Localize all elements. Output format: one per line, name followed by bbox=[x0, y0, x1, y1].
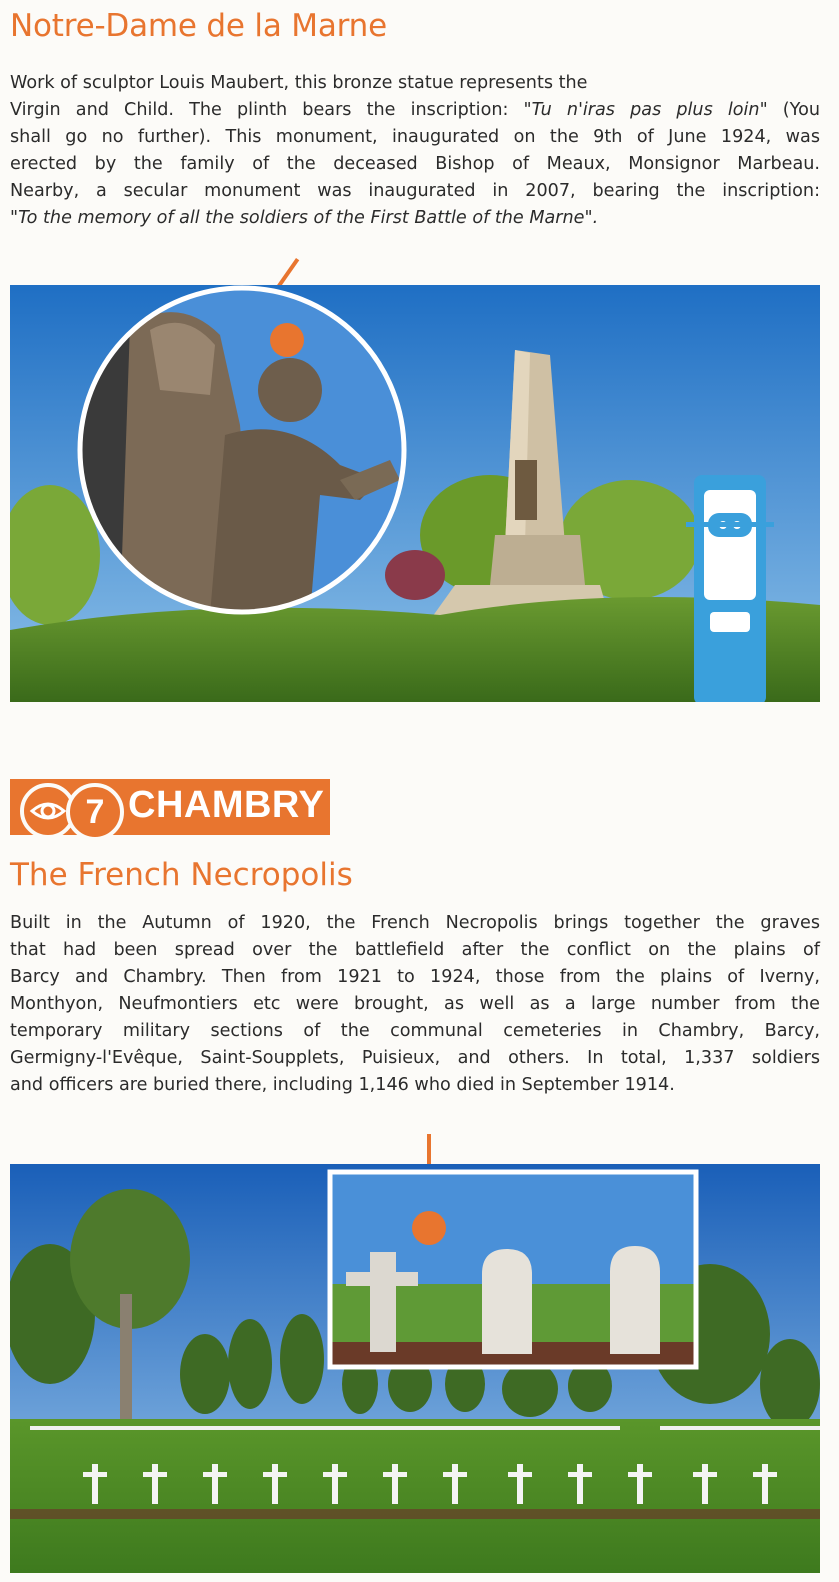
paragraph-line: that had been spread over the battlefield after the conflict on the plains of bbox=[10, 940, 820, 960]
paragraph-line: erected by the family of the deceased Bishop of Meaux, Monsignor Marbeau. bbox=[10, 154, 820, 174]
paragraph-line: Barcy and Chambry. Then from 1921 to 1924, those from the plains of Iverny, bbox=[10, 967, 820, 987]
site-number: 7 bbox=[66, 783, 124, 841]
bollard-icon bbox=[686, 475, 774, 702]
grass bbox=[10, 1419, 820, 1573]
headstones-closeup bbox=[330, 1172, 696, 1367]
banner-label: CHAMBRY bbox=[128, 784, 325, 826]
section-title-necropolis: The French Necropolis bbox=[10, 857, 353, 893]
notre-dame-description bbox=[10, 70, 820, 232]
back-row-crosses bbox=[30, 1426, 820, 1430]
statue bbox=[515, 460, 537, 520]
paragraph-line: Work of sculptor Louis Maubert, this bronze statue represents the bbox=[10, 73, 588, 93]
necropolis-description bbox=[10, 910, 820, 1099]
paragraph-line: Nearby, a secular monument was inaugurated in 2007, bearing the inscription: bbox=[10, 181, 820, 201]
notre-dame-photo bbox=[10, 285, 820, 702]
paragraph-line: temporary military sections of the communal cemeteries in Chambry, Barcy, bbox=[10, 1021, 820, 1041]
paragraph-line: Built in the Autumn of 1920, the French Necropolis brings together the graves bbox=[10, 913, 820, 933]
callout-dot bbox=[270, 323, 304, 357]
chambry-banner bbox=[10, 779, 330, 839]
paragraph-line: "To the memory of all the soldiers of the First Battle of the Marne". bbox=[10, 208, 599, 228]
paragraph-line: and officers are buried there, including 1,146 who died in September 1914. bbox=[10, 1075, 675, 1095]
callout-dot bbox=[412, 1211, 446, 1245]
paragraph-line: shall go no further). This monument, inaugurated on the 9th of June 1924, was bbox=[10, 127, 820, 147]
section-title-notre-dame: Notre-Dame de la Marne bbox=[10, 8, 387, 44]
paragraph-line: Monthyon, Neufmontiers etc were brought, as well as a large number from the bbox=[10, 994, 820, 1014]
paragraph-line: Germigny-l'Evêque, Saint-Soupplets, Puisieux, and others. In total, 1,337 soldiers bbox=[10, 1048, 820, 1068]
paragraph-line: Virgin and Child. The plinth bears the inscription: "Tu n'iras pas plus loin" (You bbox=[10, 100, 820, 120]
necropolis-photo bbox=[10, 1164, 820, 1573]
